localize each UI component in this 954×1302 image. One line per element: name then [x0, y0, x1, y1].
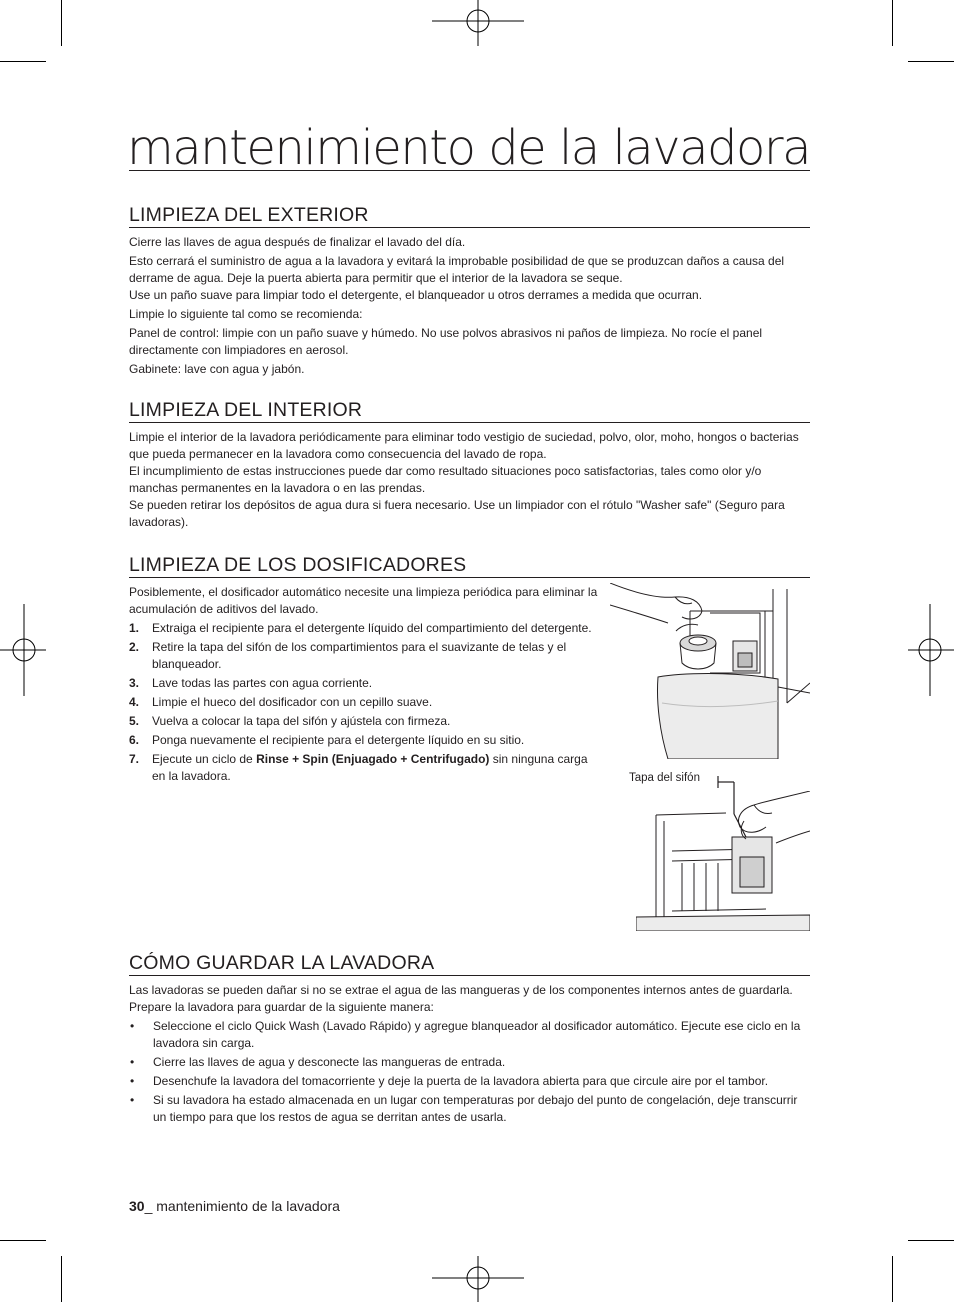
list-item	[129, 732, 599, 749]
dosificadores-text	[129, 584, 599, 785]
paragraph: El incumplimiento de estas instrucciones puede dar como resultado situaciones poco satisfactorias, tales como olor y/o manchas permanentes en la lavadora o en las prendas.	[129, 464, 762, 495]
paragraph: Gabinete: lave con agua y jabón.	[129, 362, 305, 376]
section-guardar	[129, 952, 810, 1128]
crop-mark	[892, 1256, 893, 1302]
list-item	[129, 675, 599, 692]
list-item	[129, 1073, 810, 1090]
storage-list	[129, 1018, 810, 1126]
paragraph: Posiblemente, el dosificador automático necesite una limpieza periódica para eliminar la acumulación de aditivos del lavado.	[129, 585, 598, 616]
crop-mark	[908, 1240, 954, 1241]
paragraph: Panel de control: limpie con un paño suave y húmedo. No use polvos abrasivos ni paños de limpieza. No rocíe el panel directamente con limpiadores en aerosol.	[129, 326, 763, 357]
bullet: •	[130, 1093, 135, 1107]
bullet: •	[130, 1055, 135, 1069]
paragraph: Las lavadoras se pueden dañar si no se extrae el agua de las mangueras y de los componentes internos antes de guardarla. Prepare la lavadora para guardar de la siguiente manera:	[129, 983, 793, 1014]
crop-mark	[61, 0, 62, 46]
list-item	[129, 713, 599, 730]
paragraph: Limpie el interior de la lavadora periódicamente para eliminar todo vestigio de suciedad, polvo, olor, moho, hongos o bacterias que pueda permanecer en la lavadora como consecuencia del lavado de ropa.	[129, 430, 799, 461]
dispenser-removal-illustration	[610, 583, 810, 759]
section-heading: LIMPIEZA DE LOS DOSIFICADORES	[129, 554, 810, 578]
registration-mark-icon	[0, 604, 46, 696]
crop-mark	[0, 61, 46, 62]
step-text-part: Ejecute un ciclo de	[152, 752, 257, 766]
step-number: 2.	[129, 640, 140, 654]
footer-text: _ mantenimiento de la lavadora	[144, 1198, 340, 1214]
section-heading: LIMPIEZA DEL INTERIOR	[129, 399, 810, 423]
step-text: Limpie el hueco del dosificador con un cepillo suave.	[152, 695, 433, 709]
section-heading: LIMPIEZA DEL EXTERIOR	[129, 204, 810, 228]
paragraph: Esto cerrará el suministro de agua a la lavadora y evitará la improbable posibilidad de que se produzcan daños a causa del derrame de agua. Deje la puerta abierta para permitir que el interior de la lavadora se seque.	[129, 254, 785, 285]
section-exterior	[129, 204, 810, 378]
section-heading: CÓMO GUARDAR LA LAVADORA	[129, 952, 810, 976]
page-title-text: mantenimiento de la lavadora	[127, 120, 811, 176]
list-item	[129, 1092, 810, 1126]
registration-mark-icon	[908, 604, 954, 696]
list-item-text: Seleccione el ciclo Quick Wash (Lavado Rápido) y agregue blanqueador al dosificador automático. Ejecute ese ciclo en la lavadora sin carga.	[153, 1019, 801, 1050]
step-text: Vuelva a colocar la tapa del sifón y ajústela con firmeza.	[152, 714, 451, 728]
step-number: 4.	[129, 695, 140, 709]
crop-mark	[0, 1240, 46, 1241]
page-footer	[129, 1198, 340, 1214]
step-number: 3.	[129, 676, 140, 690]
steps-list	[129, 620, 599, 785]
paragraph: Se pueden retirar los depósitos de agua dura si fuera necesario. Use un limpiador con el rótulo "Washer safe" (Seguro para lavadoras).	[129, 498, 785, 529]
list-item-text: Cierre las llaves de agua y desconecte las mangueras de entrada.	[153, 1055, 506, 1069]
list-item	[129, 694, 599, 711]
step-text	[152, 751, 599, 785]
step-text: Lave todas las partes con agua corriente.	[152, 676, 373, 690]
step-number: 1.	[129, 621, 140, 635]
step-number: 5.	[129, 714, 140, 728]
step-text-part: sin ninguna carga en la lavadora.	[152, 752, 588, 783]
list-item	[129, 751, 599, 785]
crop-mark	[908, 61, 954, 62]
bullet: •	[130, 1074, 135, 1088]
step-text: Retire la tapa del sifón de los compartimientos para el suavizante de telas y el blanqueador.	[152, 640, 567, 671]
cycle-name: Rinse + Spin (Enjuagado + Centrifugado)	[256, 752, 490, 766]
list-item-text: Desenchufe la lavadora del tomacorriente y deje la puerta de la lavadora abierta para que circule aire por el tambor.	[153, 1074, 769, 1088]
list-item	[129, 620, 599, 637]
bullet: •	[130, 1019, 135, 1033]
page-title	[127, 118, 811, 176]
siphon-cap-label: Tapa del sifón	[629, 772, 700, 784]
registration-mark-icon	[432, 0, 524, 46]
section-interior	[129, 399, 810, 531]
list-item	[129, 1018, 810, 1052]
siphon-cap-illustration	[636, 791, 810, 931]
paragraph: Limpie lo siguiente tal como se recomienda:	[129, 307, 363, 321]
list-item	[129, 1054, 810, 1071]
crop-mark	[892, 0, 893, 46]
list-item	[129, 639, 599, 673]
crop-mark	[61, 1256, 62, 1302]
step-number: 6.	[129, 733, 140, 747]
step-text: Ponga nuevamente el recipiente para el detergente líquido en su sitio.	[152, 733, 525, 747]
paragraph: Use un paño suave para limpiar todo el detergente, el blanqueador u otros derrames a medida que ocurran.	[129, 288, 703, 302]
registration-mark-icon	[432, 1256, 524, 1302]
paragraph: Cierre las llaves de agua después de finalizar el lavado del día.	[129, 235, 466, 249]
page-number: 30	[129, 1198, 145, 1214]
step-number: 7.	[129, 752, 140, 766]
list-item-text: Si su lavadora ha estado almacenada en un lugar con temperaturas por debajo del punto de congelación, deje transcurrir un tiempo para que los restos de agua se derritan antes de usarla.	[153, 1093, 798, 1124]
step-text: Extraiga el recipiente para el detergente líquido del compartimiento del detergente.	[152, 621, 592, 635]
